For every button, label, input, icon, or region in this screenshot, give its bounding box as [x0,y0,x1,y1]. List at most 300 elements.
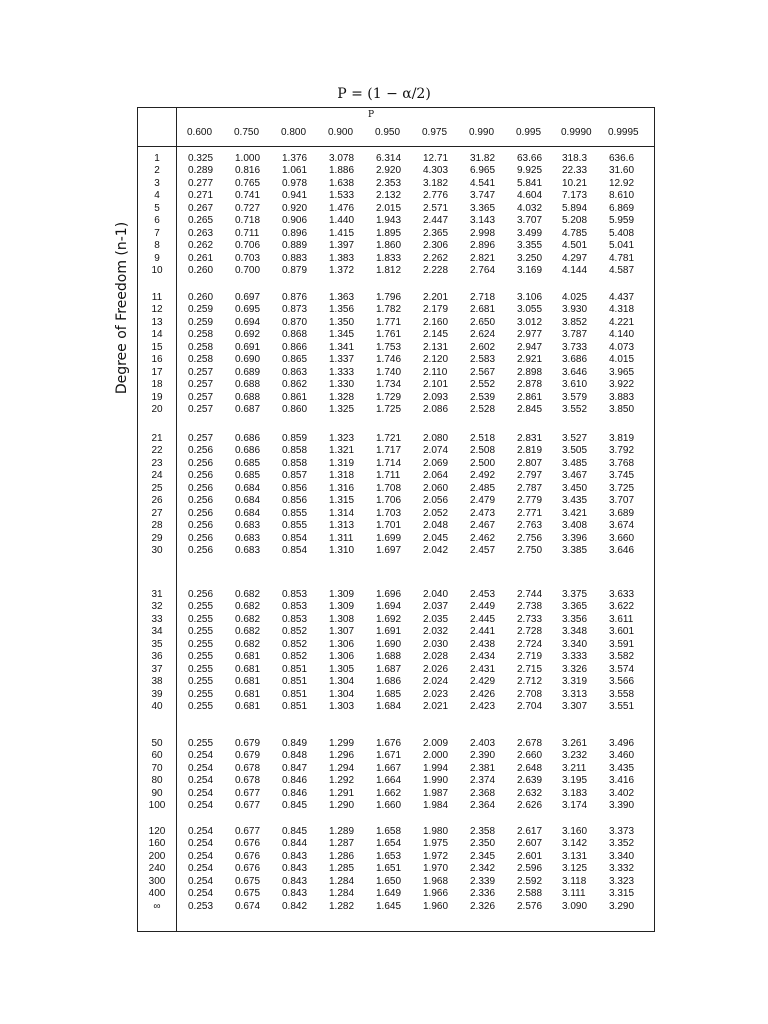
critical-value: 2.364 [470,800,496,812]
critical-value: 3.558 [609,688,635,700]
critical-value: 0.727 [235,202,261,214]
critical-value: 0.843 [282,850,308,862]
critical-value: 2.431 [470,663,496,675]
critical-value: 3.340 [609,850,635,862]
critical-value: 4.541 [470,177,496,189]
critical-value: 0.941 [282,190,308,202]
critical-value: 2.381 [470,762,496,774]
critical-value: 0.703 [235,252,261,264]
critical-value: 3.195 [562,775,588,787]
critical-value: 2.797 [517,470,543,482]
critical-value: 2.042 [423,545,449,557]
table-row [138,215,654,227]
table-row [138,520,654,532]
table-row [138,876,654,888]
critical-value: 2.718 [470,292,496,303]
critical-value: 2.306 [423,240,449,252]
critical-value: 1.333 [329,366,355,378]
critical-value: 2.429 [470,676,496,688]
critical-value: 0.843 [282,888,308,900]
critical-value: 4.437 [609,292,635,303]
table-row [138,614,654,626]
critical-value: 5.841 [517,177,543,189]
critical-value: 2.492 [470,470,496,482]
critical-value: 2.145 [423,329,449,341]
critical-value: 1.734 [376,379,402,391]
critical-value: 2.467 [470,520,496,532]
critical-value: 1.664 [376,775,402,787]
critical-value: 3.355 [517,240,543,252]
critical-value: 5.208 [562,215,588,227]
critical-value: 0.681 [235,651,261,663]
table-row [138,329,654,341]
critical-value: 1.714 [376,457,402,469]
critical-value: 0.686 [235,433,261,444]
critical-value: 0.677 [235,826,261,837]
critical-value: 0.258 [188,341,214,353]
df-value: 4 [154,190,160,202]
critical-value: 2.771 [517,507,543,519]
critical-value: 2.040 [423,589,449,600]
critical-value: 2.000 [423,750,449,762]
critical-value: 0.255 [188,651,214,663]
critical-value: 2.179 [423,304,449,316]
critical-value: 0.691 [235,341,261,353]
critical-value: 3.421 [562,507,588,519]
df-value: ∞ [153,900,161,912]
critical-value: 0.856 [282,482,308,494]
table-row [138,664,654,676]
critical-value: 0.257 [188,391,214,403]
critical-value: 0.846 [282,787,308,799]
critical-value: 1.328 [329,391,355,403]
critical-value: 1.314 [329,507,355,519]
critical-value: 0.267 [188,202,214,214]
critical-value: 0.254 [188,762,214,774]
table-row [138,851,654,863]
df-value: 15 [151,341,163,353]
critical-value: 2.390 [470,750,496,762]
critical-value: 2.462 [470,532,496,544]
critical-value: 3.012 [517,316,543,328]
critical-value: 3.579 [562,391,588,403]
critical-value: 1.376 [282,153,308,164]
critical-value: 1.697 [376,545,402,557]
critical-value: 2.080 [423,433,449,444]
critical-value: 0.265 [188,215,214,227]
critical-value: 1.692 [376,613,402,625]
critical-value: 2.588 [517,888,543,900]
critical-value: 1.319 [329,457,355,469]
critical-value: 2.228 [423,265,449,277]
critical-value: 0.706 [235,240,261,252]
critical-value: 1.970 [423,863,449,875]
critical-value: 3.591 [609,638,635,650]
critical-value: 2.571 [423,202,449,214]
column-header: 0.900 [328,127,354,138]
df-value: 32 [151,601,163,613]
critical-value: 3.819 [609,433,635,444]
critical-value: 0.851 [282,701,308,713]
critical-value: 0.257 [188,404,214,416]
critical-value: 2.048 [423,520,449,532]
critical-value: 1.305 [329,663,355,675]
critical-value: 5.894 [562,202,588,214]
critical-value: 0.858 [282,445,308,457]
critical-value: 3.118 [562,875,587,887]
critical-value: 3.090 [562,900,588,912]
df-value: 400 [148,888,166,900]
critical-value: 0.256 [188,532,214,544]
critical-value: 3.485 [562,457,588,469]
table-row [138,470,654,482]
critical-value: 0.920 [282,202,308,214]
critical-value: 0.682 [235,601,261,613]
critical-value: 0.676 [235,850,261,862]
critical-value: 2.898 [517,366,543,378]
critical-value: 1.968 [423,875,449,887]
critical-value: 2.617 [517,826,543,837]
critical-value: 1.753 [376,341,402,353]
critical-value: 0.254 [188,863,214,875]
df-value: 25 [151,482,163,494]
critical-value: 0.856 [282,495,308,507]
critical-value: 7.173 [562,190,588,202]
critical-value: 3.747 [470,190,496,202]
critical-value: 2.787 [517,482,543,494]
critical-value: 1.341 [329,341,355,353]
critical-value: 6.869 [609,202,635,214]
critical-value: 2.457 [470,545,496,557]
critical-value: 3.333 [562,651,588,663]
critical-value: 3.183 [562,787,588,799]
critical-value: 1.761 [376,329,402,341]
critical-value: 0.852 [282,638,308,650]
critical-value: 4.587 [609,265,635,277]
critical-value: 4.303 [423,165,449,177]
df-value: 2 [154,165,160,177]
critical-value: 3.261 [562,738,588,749]
df-value: 37 [151,663,163,675]
critical-value: 0.873 [282,304,308,316]
df-value: 300 [148,875,166,887]
critical-value: 3.232 [562,750,588,762]
critical-value: 1.321 [329,445,355,457]
critical-value: 1.638 [329,177,355,189]
critical-value: 1.653 [376,850,402,862]
critical-value: 2.678 [517,738,543,749]
critical-value: 3.707 [609,495,635,507]
critical-value: 3.601 [609,626,635,638]
critical-value: 4.785 [562,227,588,239]
table-row [138,545,654,557]
critical-value: 0.852 [282,626,308,638]
critical-value: 2.262 [423,252,449,264]
critical-value: 1.694 [376,601,402,613]
critical-value: 0.862 [282,379,308,391]
critical-value: 0.256 [188,470,214,482]
table-row [138,228,654,240]
critical-value: 3.725 [609,482,635,494]
critical-value: 1.721 [376,433,402,444]
critical-value: 0.861 [282,391,308,403]
table-row [138,317,654,329]
critical-value: 2.807 [517,457,543,469]
critical-value: 3.496 [609,738,635,749]
critical-value: 3.460 [609,750,635,762]
df-value: 12 [151,304,163,316]
df-value: 29 [151,532,163,544]
critical-value: 2.776 [423,190,449,202]
critical-value: 2.821 [470,252,496,264]
critical-value: 0.277 [188,177,214,189]
critical-value: 5.408 [609,227,635,239]
critical-value: 2.977 [517,329,543,341]
critical-value: 0.866 [282,341,308,353]
critical-value: 1.966 [423,888,449,900]
critical-value: 0.853 [282,601,308,613]
critical-value: 1.696 [376,589,402,600]
df-value: 33 [151,613,163,625]
critical-value: 0.686 [235,445,261,457]
critical-value: 2.601 [517,850,543,862]
critical-value: 0.683 [235,532,261,544]
critical-value: 4.221 [609,316,635,328]
critical-value: 3.689 [609,507,635,519]
df-value: 17 [151,366,163,378]
critical-value: 0.676 [235,838,261,850]
critical-value: 1.990 [423,775,449,787]
critical-value: 2.567 [470,366,496,378]
critical-value: 2.650 [470,316,496,328]
critical-value: 2.878 [517,379,543,391]
critical-value: 4.318 [609,304,635,316]
df-value: 24 [151,470,163,482]
critical-value: 3.883 [609,391,635,403]
critical-value: 2.453 [470,589,496,600]
table-row [138,750,654,762]
column-header: 0.800 [281,127,307,138]
critical-value: 0.853 [282,589,308,600]
critical-value: 1.708 [376,482,402,494]
critical-value: 1.676 [376,738,402,749]
table-row [138,253,654,265]
critical-value: 0.883 [282,252,308,264]
critical-value: 1.397 [329,240,355,252]
table-row [138,178,654,190]
critical-value: 1.771 [376,316,402,328]
critical-value: 1.782 [376,304,402,316]
table-row [138,458,654,470]
critical-value: 3.566 [609,676,635,688]
critical-value: 0.765 [235,177,261,189]
table-row [138,404,654,416]
critical-value: 2.449 [470,601,496,613]
critical-value: 3.733 [562,341,588,353]
critical-value: 0.851 [282,676,308,688]
table-row [138,265,654,277]
critical-value: 3.319 [562,676,588,688]
critical-value: 3.348 [562,626,588,638]
table-row [138,203,654,215]
critical-value: 12.71 [423,153,449,164]
critical-value: 3.365 [470,202,496,214]
df-value: 70 [151,762,163,774]
critical-value: 2.035 [423,613,449,625]
column-header: 0.990 [469,127,495,138]
table-row [138,826,654,838]
critical-value: 2.056 [423,495,449,507]
df-value: 240 [148,863,166,875]
critical-value: 0.256 [188,520,214,532]
critical-value: 3.707 [517,215,543,227]
critical-value: 0.258 [188,354,214,366]
critical-value: 1.309 [329,601,355,613]
df-value: 30 [151,545,163,557]
critical-value: 12.92 [609,177,635,189]
critical-value: 1.812 [376,265,402,277]
critical-value: 3.792 [609,445,635,457]
critical-value: 3.143 [470,215,496,227]
critical-value: 3.850 [609,404,635,416]
critical-value: 3.930 [562,304,588,316]
table-row [138,367,654,379]
critical-value: 1.687 [376,663,402,675]
critical-value: 3.169 [517,265,543,277]
critical-value: 0.254 [188,775,214,787]
critical-value: 0.263 [188,227,214,239]
critical-value: 1.304 [329,688,355,700]
critical-value: 0.681 [235,663,261,675]
critical-value: 0.700 [235,265,261,277]
critical-value: 0.870 [282,316,308,328]
critical-value: 2.756 [517,532,543,544]
critical-value: 0.675 [235,888,261,900]
df-value: 10 [151,265,163,277]
df-value: 27 [151,507,163,519]
critical-value: 3.467 [562,470,588,482]
critical-value: 1.651 [376,863,402,875]
critical-value: 2.326 [470,900,496,912]
critical-value: 2.060 [423,482,449,494]
critical-value: 0.683 [235,545,261,557]
critical-value: 0.325 [188,153,214,164]
critical-value: 2.434 [470,651,496,663]
critical-value: 1.440 [329,215,355,227]
df-value: 26 [151,495,163,507]
df-value: 9 [154,252,160,264]
critical-value: 0.690 [235,354,261,366]
critical-value: 1.972 [423,850,449,862]
critical-value: 22.33 [562,165,588,177]
critical-value: 1.311 [329,532,354,544]
table-row [138,165,654,177]
critical-value: 0.260 [188,265,214,277]
critical-value: 2.485 [470,482,496,494]
critical-value: 0.677 [235,787,261,799]
critical-value: 0.679 [235,738,261,749]
critical-value: 0.254 [188,875,214,887]
table-row [138,342,654,354]
critical-value: 2.626 [517,800,543,812]
critical-value: 0.843 [282,875,308,887]
critical-value: 0.854 [282,545,308,557]
critical-value: 2.607 [517,838,543,850]
critical-value: 1.886 [329,165,355,177]
critical-value: 1.645 [376,900,402,912]
table-row [138,788,654,800]
table-row [138,738,654,750]
critical-value: 0.256 [188,545,214,557]
critical-value: 0.689 [235,366,261,378]
df-value: 31 [151,589,163,600]
critical-value: 0.868 [282,329,308,341]
critical-value: 3.340 [562,638,588,650]
critical-value: 2.423 [470,701,496,713]
table-row [138,888,654,900]
critical-value: 3.416 [609,775,635,787]
critical-value: 3.660 [609,532,635,544]
critical-value: 0.847 [282,762,308,774]
critical-value: 3.965 [609,366,635,378]
df-value: 38 [151,676,163,688]
critical-value: 1.310 [329,545,355,557]
table-row [138,445,654,457]
critical-value: 3.450 [562,482,588,494]
critical-value: 1.306 [329,638,355,650]
critical-value: 2.339 [470,875,496,887]
critical-value: 1.690 [376,638,402,650]
critical-value: 0.718 [235,215,261,227]
table-row [138,651,654,663]
critical-value: 1.286 [329,850,355,862]
critical-value: 1.980 [423,826,449,837]
df-value: 6 [154,215,160,227]
critical-value: 3.674 [609,520,635,532]
critical-value: 4.297 [562,252,588,264]
critical-value: 9.925 [517,165,543,177]
critical-value: 0.978 [282,177,308,189]
critical-value: 0.855 [282,520,308,532]
df-value: 16 [151,354,163,366]
critical-value: 0.254 [188,850,214,862]
critical-value: 0.695 [235,304,261,316]
critical-value: 2.733 [517,613,543,625]
critical-value: 1.316 [329,482,355,494]
critical-value: 2.779 [517,495,543,507]
critical-value: 3.852 [562,316,588,328]
df-value: 8 [154,240,160,252]
critical-value: 3.527 [562,433,588,444]
critical-value: 3.131 [562,850,588,862]
critical-value: 2.403 [470,738,496,749]
column-header: 0.9995 [608,127,639,138]
table-row [138,701,654,713]
critical-value: 2.030 [423,638,449,650]
critical-value: 1.306 [329,651,355,663]
critical-value: 6.314 [376,153,402,164]
critical-value: 1.299 [329,738,355,749]
critical-value: 0.678 [235,775,261,787]
critical-value: 2.624 [470,329,496,341]
critical-value: 4.781 [609,252,635,264]
critical-value: 1.323 [329,433,355,444]
critical-value: 1.654 [376,838,402,850]
critical-value: 3.390 [609,800,635,812]
critical-value: 0.889 [282,240,308,252]
critical-value: 3.307 [562,701,588,713]
critical-value: 2.101 [423,379,449,391]
